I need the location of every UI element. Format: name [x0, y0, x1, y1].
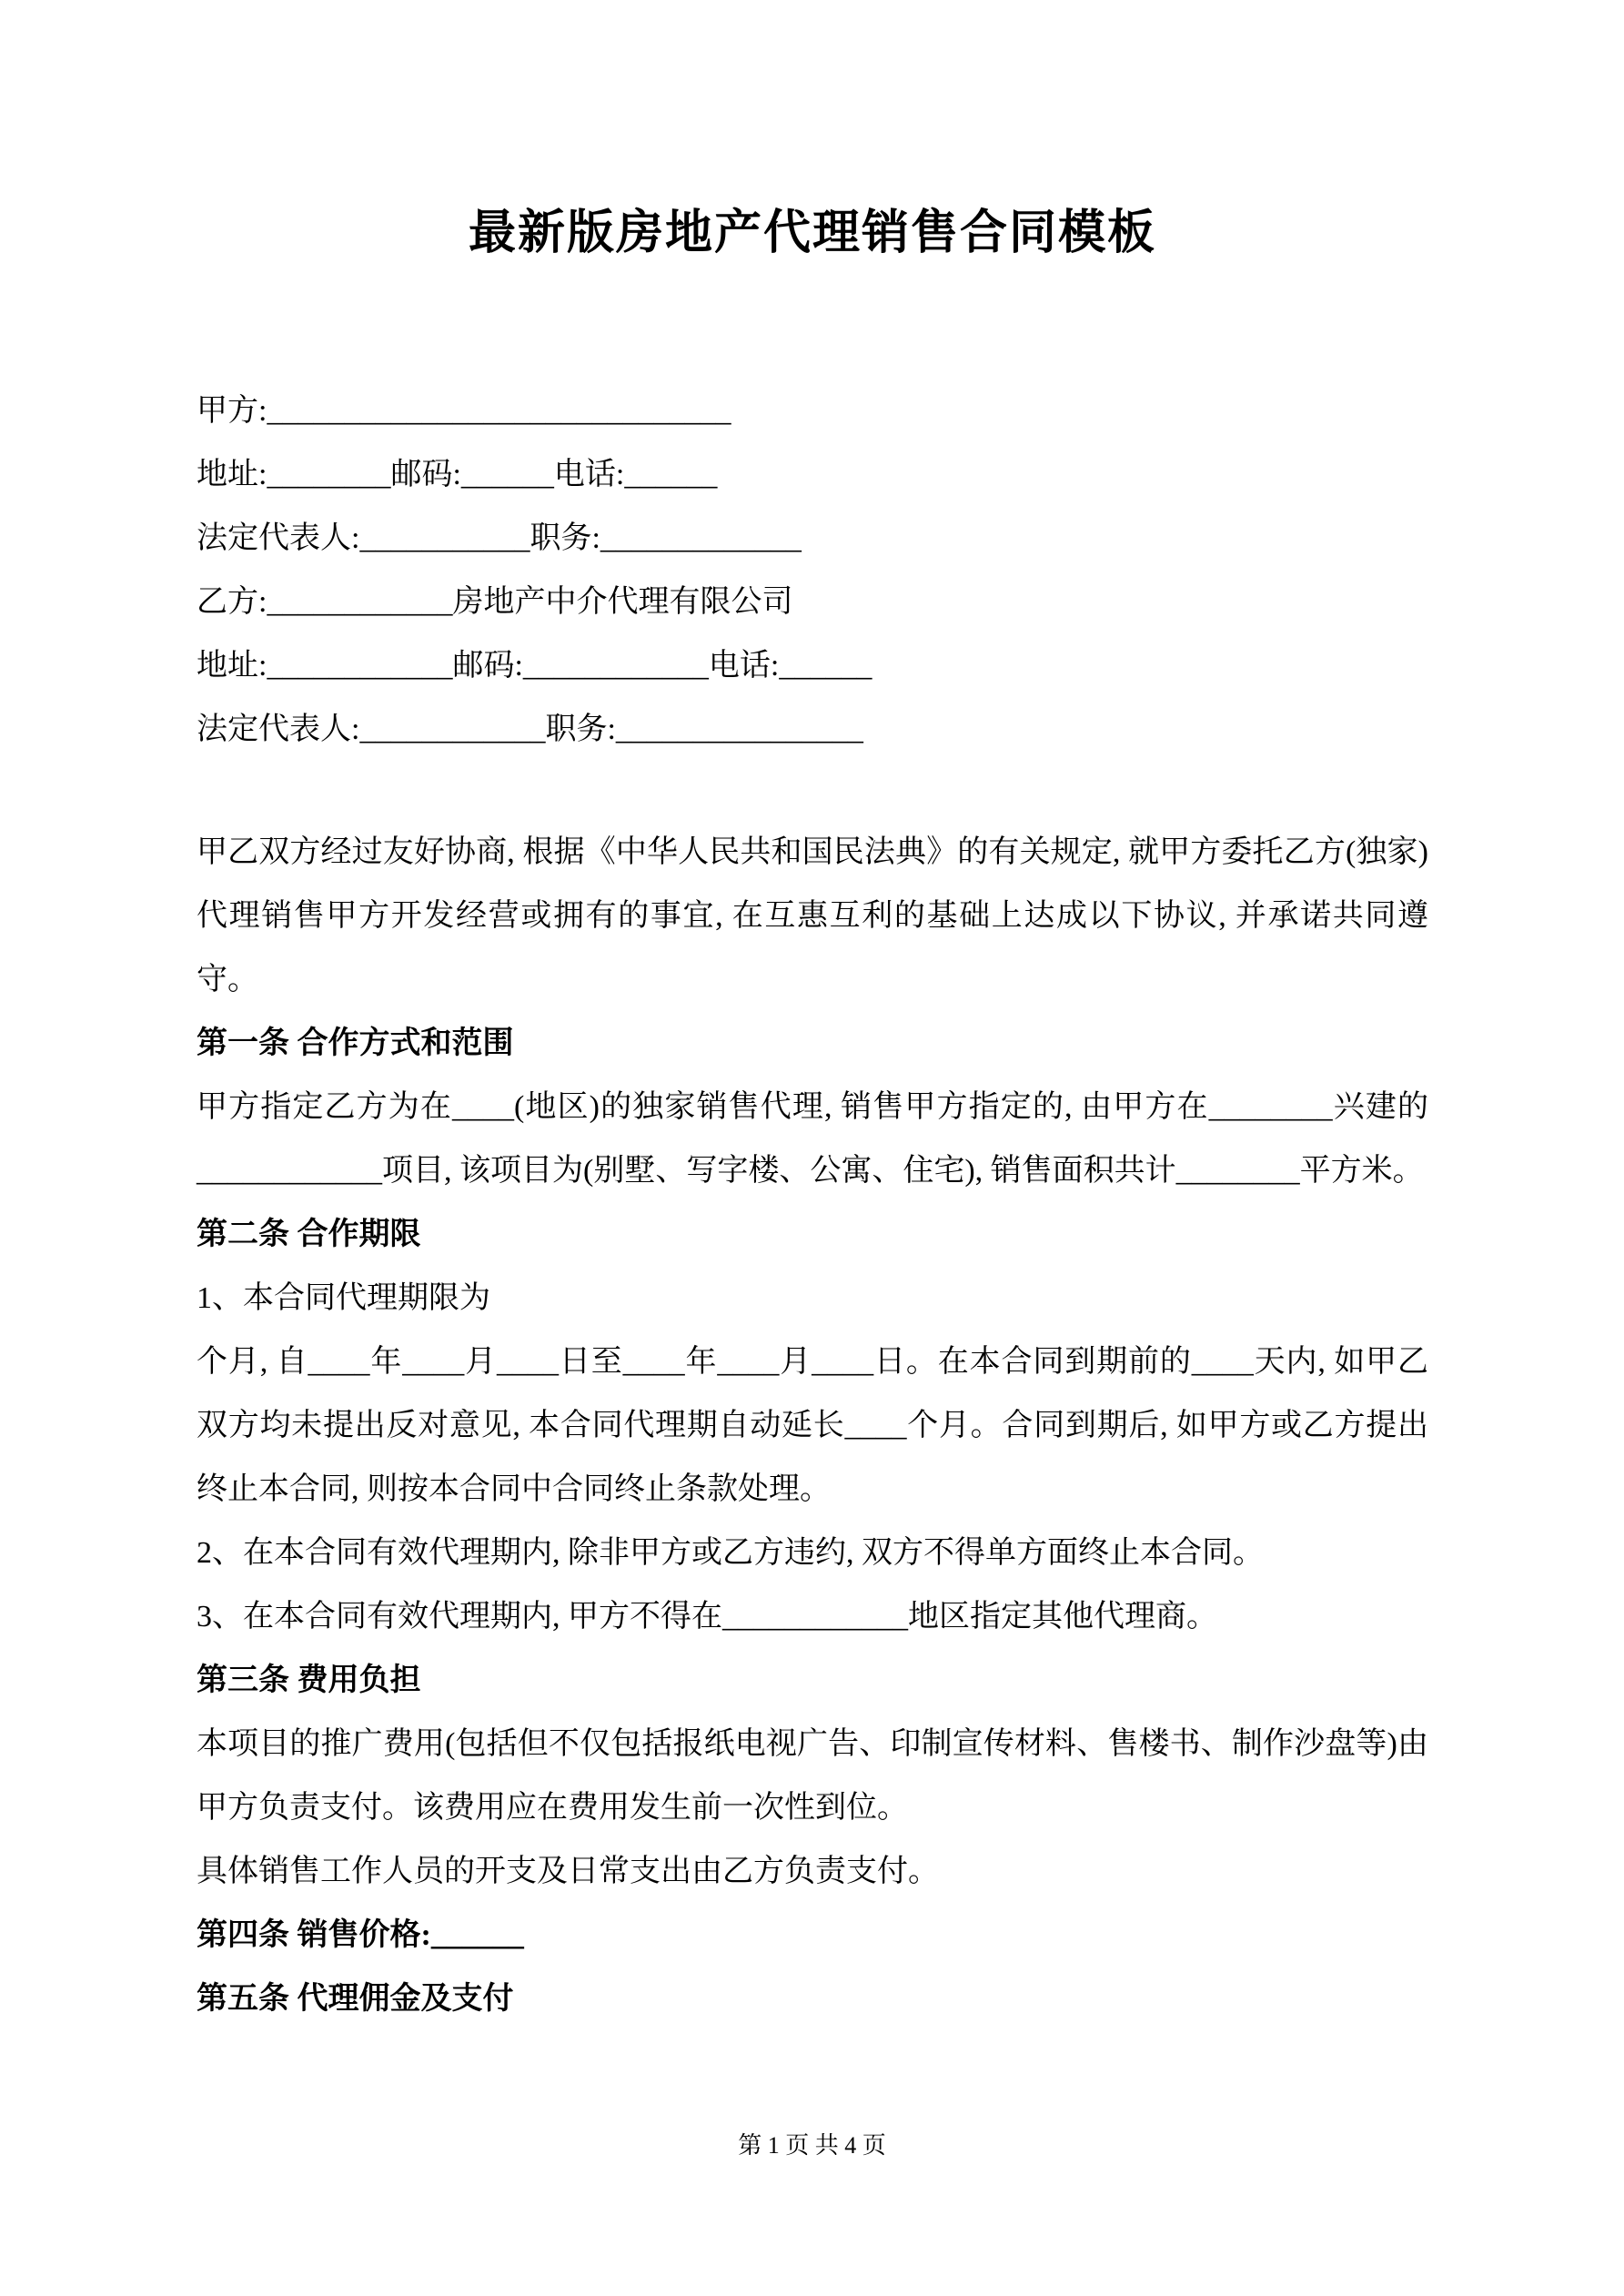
- party-line-legal-rep-a: 法定代表人:___________职务:_____________: [197, 521, 802, 555]
- section-heading-article3: 第三条 费用负担: [197, 1664, 421, 1697]
- party-line-jiafang: 甲方:______________________________: [197, 394, 731, 428]
- article2-item2: 2、在本合同有效代理期内, 除非甲方或乙方违约, 双方不得单方面终止本合同。: [197, 1536, 1264, 1570]
- party-line-yifang: 乙方:____________房地产中介代理有限公司: [197, 585, 793, 619]
- section-heading-article1: 第一条 合作方式和范围: [197, 1027, 514, 1060]
- section-heading-article5: 第五条 代理佣金及支付: [197, 1982, 514, 2016]
- party-line-legal-rep-b: 法定代表人:____________职务:________________: [197, 713, 863, 746]
- section-heading-article4: 第四条 销售价格:______: [197, 1918, 524, 1952]
- article2-item3: 3、在本合同有效代理期内, 甲方不得在____________地区指定其他代理商。: [197, 1600, 1217, 1633]
- section-heading-article2: 第二条 合作期限: [197, 1218, 421, 1251]
- document-title: 最新版房地产代理销售合同模板: [468, 207, 1156, 259]
- article3-paragraph2: 具体销售工作人员的开支及日常支出由乙方负责支付。: [197, 1855, 939, 1888]
- preamble-paragraph: 甲乙双方经过友好协商, 根据《中华人民共和国民法典》的有关规定, 就甲方委托乙方(独家)代理销售甲方开发经营或拥有的事宜, 在互惠互利的基础上达成以下协议, 并承诺共同遵守。: [197, 835, 1428, 996]
- contract-content: [0, 202, 1624, 2031]
- contract-sections: [197, 821, 1428, 2031]
- page-footer: [0, 2120, 1624, 2171]
- party-line-address-b: 地址:____________邮码:____________电话:______: [197, 649, 873, 683]
- article2-item1-body: 个月, 自____年____月____日至____年____月____日。在本合同到期前的____天内, 如甲乙双方均未提出反对意见, 本合同代理期自动延长____个月。合同到期后, 如甲方或乙方提出终止本合同, 则按本合同中合同终止条款处理。: [197, 1345, 1428, 1506]
- party-info-block: [197, 379, 1428, 762]
- article1-paragraph: 甲方指定乙方为在____(地区)的独家销售代理, 销售甲方指定的, 由甲方在________兴建的____________项目, 该项目为(别墅、写字楼、公寓、住宅), 销售面积共计________平方米。: [197, 1090, 1428, 1188]
- article2-item1-lead: 1、本合同代理期限为: [197, 1281, 490, 1315]
- page-number: 第 1 页 共 4 页: [738, 2132, 886, 2159]
- article3-paragraph1: 本项目的推广费用(包括但不仅包括报纸电视广告、印制宣传材料、售楼书、制作沙盘等)由甲方负责支付。该费用应在费用发生前一次性到位。: [197, 1727, 1428, 1825]
- party-line-address-a: 地址:________邮码:______电话:______: [197, 458, 718, 491]
